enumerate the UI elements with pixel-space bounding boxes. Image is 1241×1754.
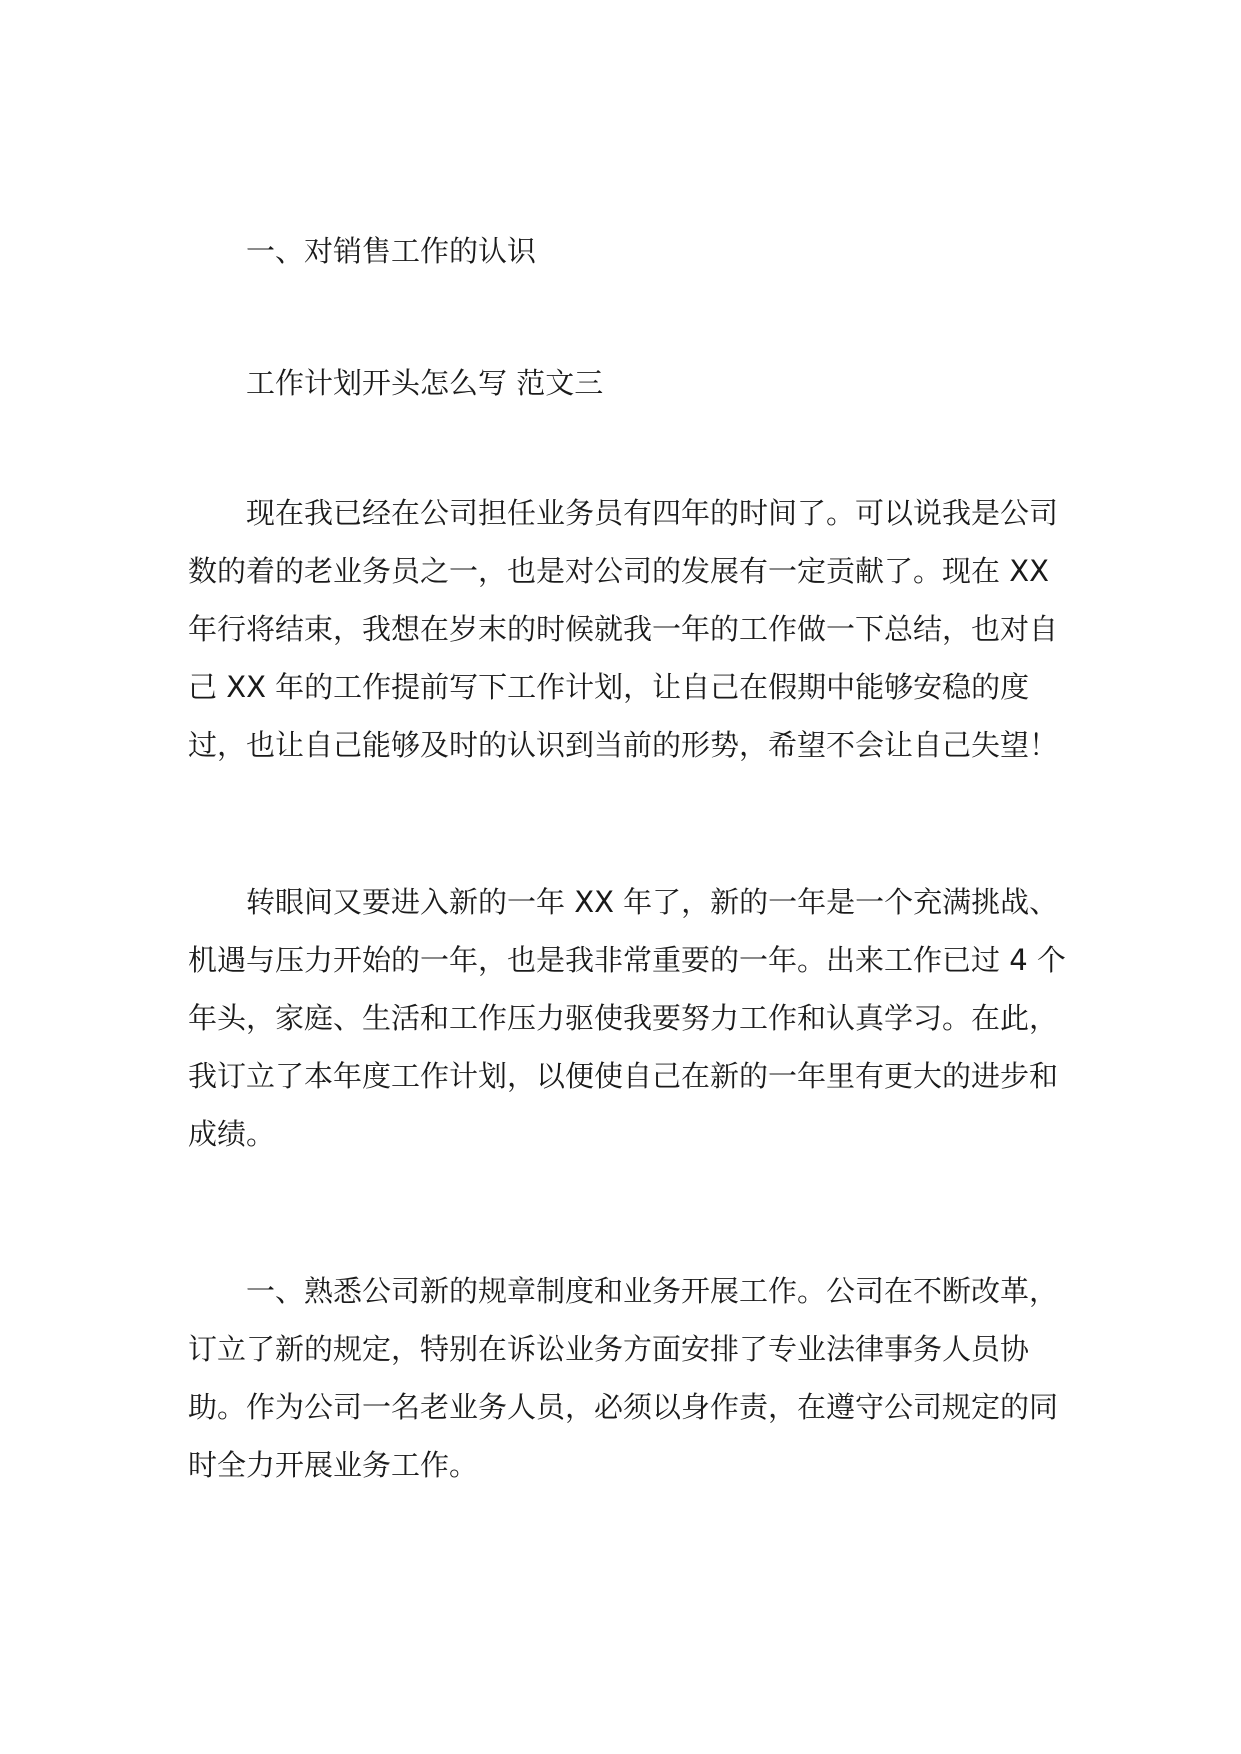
document-title: 工作计划开头怎么写 范文三 [246,366,604,400]
paragraph-3: 一、熟悉公司新的规章制度和业务开展工作。公司在不断改革，订立了新的规定，特别在诉讼业务方面安排了专业法律事务人员协助。作为公司一名老业务人员，必须以身作责，在遵守公司规定的同时全力开展业务工作。 [188,1274,1059,1482]
paragraph-1: 现在我已经在公司担任业务员有四年的时间了。可以说我是公司数的着的老业务员之一，也是对公司的发展有一定贡献了。现在 XX 年行将结束，我想在岁末的时候就我一年的工作做一下总结，也对自己 XX 年的工作提前写下工作计划，让自己在假期中能够安稳的度过，也让自己能够及时的认识到当前的形势，希望不会让自己失望！ [188,496,1059,762]
paragraph-2: 转眼间又要进入新的一年 XX 年了，新的一年是一个充满挑战、机遇与压力开始的一年，也是我非常重要的一年。出来工作已过 4 个年头，家庭、生活和工作压力驱使我要努力工作和认真学习。在此，我订立了本年度工作计划，以便使自己在新的一年里有更大的进步和成绩。 [188,885,1066,1151]
section-heading: 一、对销售工作的认识 [246,234,537,268]
